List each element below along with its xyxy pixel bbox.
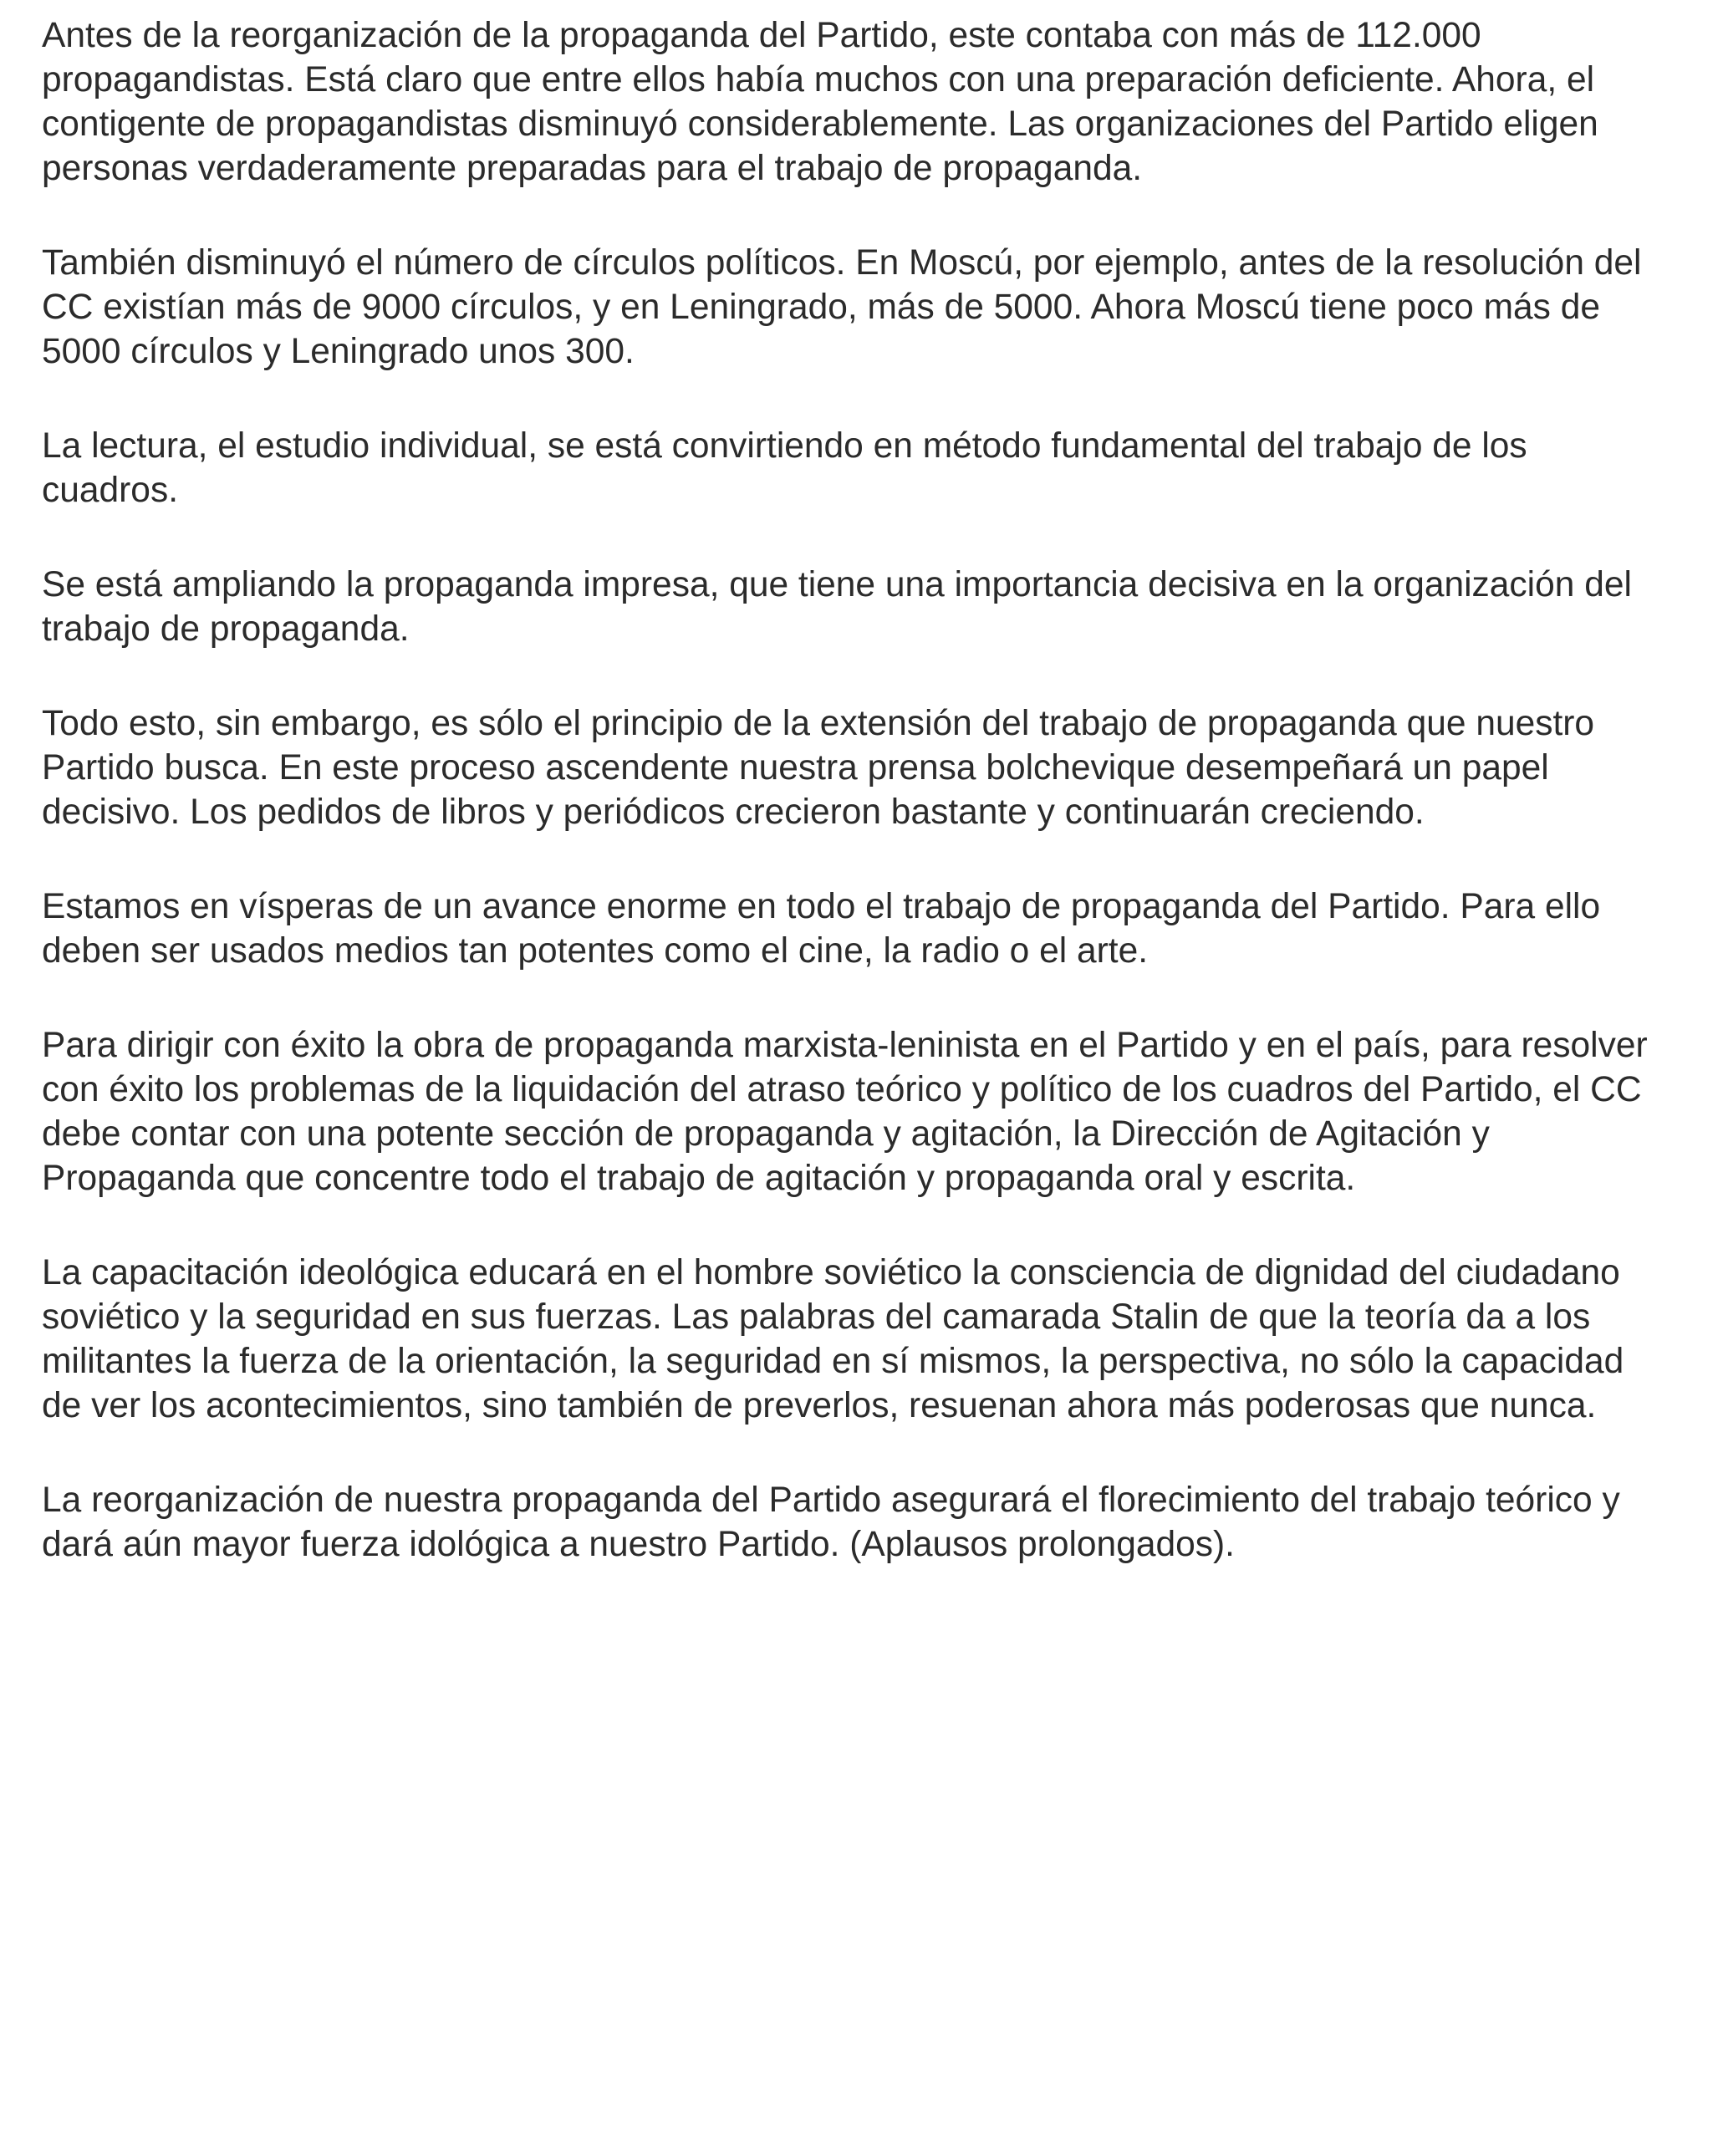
paragraph-1: Antes de la reorganización de la propaganda del Partido, este contaba con más de 112.000 propagandistas. Está claro que entre ellos había muchos con una preparación deficiente. Ahora, el contigente de propagandistas disminuyó considerablemente. Las organizaciones del Partido eligen personas verdaderamente preparadas para el trabajo de propaganda.	[42, 16, 1598, 188]
paragraph-3: La lectura, el estudio individual, se está convirtiendo en método fundamental del trabajo de los cuadros.	[42, 426, 1527, 510]
paragraph-4: Se está ampliando la propaganda impresa, que tiene una importancia decisiva en la organización del trabajo de propaganda.	[42, 565, 1632, 649]
document-body	[42, 13, 1672, 1567]
paragraph-7: Para dirigir con éxito la obra de propaganda marxista-leninista en el Partido y en el país, para resolver con éxito los problemas de la liquidación del atraso teórico y político de los cuadros del Partido, el CC debe contar con una potente sección de propaganda y agitación, la Dirección de Agitación y Propaganda que concentre todo el trabajo de agitación y propaganda oral y escrita.	[42, 1026, 1648, 1198]
paragraph-9: La reorganización de nuestra propaganda del Partido asegurará el florecimiento del trabajo teórico y dará aún mayor fuerza idológica a nuestro Partido. (Aplausos prolongados).	[42, 1481, 1620, 1564]
paragraph-2: También disminuyó el número de círculos políticos. En Moscú, por ejemplo, antes de la resolución del CC existían más de 9000 círculos, y en Leningrado, más de 5000. Ahora Moscú tiene poco más de 5000 círculos y Leningrado unos 300.	[42, 243, 1642, 371]
paragraph-5: Todo esto, sin embargo, es sólo el principio de la extensión del trabajo de propaganda que nuestro Partido busca. En este proceso ascendente nuestra prensa bolchevique desempeñará un papel decisivo. Los pedidos de libros y periódicos crecieron bastante y continuarán creciendo.	[42, 704, 1595, 832]
paragraph-6: Estamos en vísperas de un avance enorme en todo el trabajo de propaganda del Partido. Para ello deben ser usados medios tan potentes como el cine, la radio o el arte.	[42, 887, 1601, 971]
paragraph-8: La capacitación ideológica educará en el hombre soviético la consciencia de dignidad del ciudadano soviético y la seguridad en sus fuerzas. Las palabras del camarada Stalin de que la teoría da a los militantes la fuerza de la orientación, la seguridad en sí mismos, la perspectiva, no sólo la capacidad de ver los acontecimientos, sino también de preverlos, resuenan ahora más poderosas que nunca.	[42, 1253, 1624, 1425]
